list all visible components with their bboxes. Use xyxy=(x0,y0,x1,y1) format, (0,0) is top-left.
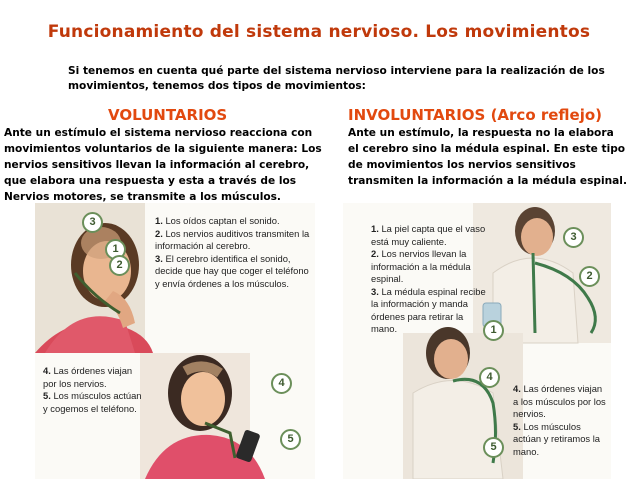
step-item: 5. Los músculos actúan y retiramos la mano. xyxy=(513,420,601,457)
voluntary-steps-top xyxy=(155,215,315,290)
voluntary-description: Ante un estímulo el sistema nervioso reacciona con movimientos voluntarios de la siguiente manera: Los nervios sensitivos llevan la información al cerebro, que elabora una respuesta y esta a través de los Nervios motores, se transmite a los músculos. xyxy=(4,127,322,203)
step-item: 2. Los nervios auditivos transmiten la información al cerebro. xyxy=(155,227,310,251)
marker-5: 5 xyxy=(483,437,504,458)
marker-3: 3 xyxy=(563,227,584,248)
marker-3: 3 xyxy=(82,212,103,233)
step-item: 4. Las órdenes viajan por los nervios. xyxy=(43,365,133,389)
step-item: 2. Los nervios llevan la información a la médula espinal. xyxy=(371,248,471,284)
page-title: Funcionamiento del sistema nervioso. Los movimientos xyxy=(47,22,591,42)
step-item: 3. El cerebro identifica el sonido, decide que hay que coger el teléfono y envía órdenes a los músculos. xyxy=(155,252,309,289)
marker-4: 4 xyxy=(271,373,292,394)
step-item: 1. Los oídos captan el sonido. xyxy=(155,215,280,226)
step-item: 1. La piel capta que el vaso está muy caliente. xyxy=(371,223,486,247)
step-item: 5. Los músculos actúan y cogemos el teléfono. xyxy=(43,390,142,414)
involuntary-steps-bottom xyxy=(513,383,609,458)
intro-text: Si tenemos en cuenta qué parte del sistema nervioso interviene para la realización de los movimientos, tenemos dos tipos de movimientos: xyxy=(68,65,605,92)
step-item: 3. La médula espinal recibe la información y manda órdenes para retirar la mano. xyxy=(371,285,486,334)
involuntary-steps-top xyxy=(371,223,489,336)
voluntary-heading: VOLUNTARIOS xyxy=(108,106,228,124)
voluntary-steps-bottom xyxy=(43,365,143,415)
step-item: 4. Las órdenes viajan a los músculos por los nervios. xyxy=(513,383,606,419)
voluntary-illustration xyxy=(35,203,315,479)
marker-4: 4 xyxy=(479,367,500,388)
involuntary-illustration xyxy=(343,203,611,479)
marker-5: 5 xyxy=(280,429,301,450)
marker-2: 2 xyxy=(109,255,130,276)
involuntary-heading: INVOLUNTARIOS (Arco reflejo) xyxy=(348,106,603,124)
involuntary-description: Ante un estímulo, la respuesta no la elabora el cerebro sino la médula espinal. En este tipo de movimientos los nervios sensitivos transmiten la información a la médula espinal. xyxy=(348,127,627,187)
marker-2: 2 xyxy=(579,266,600,287)
marker-1: 1 xyxy=(483,320,504,341)
marker-1: 1 xyxy=(105,239,126,260)
